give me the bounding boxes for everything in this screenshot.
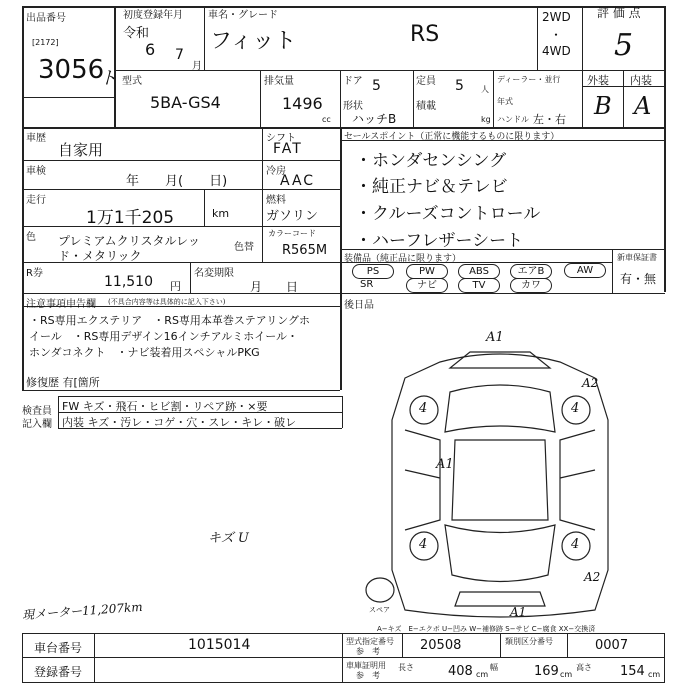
checker-row-1: FW キズ・飛石・ヒビ割・リペア跡・×要	[62, 400, 268, 413]
fuel-value: ガソリン	[266, 209, 319, 224]
wid-label: 幅	[490, 663, 498, 672]
bottom-top	[22, 633, 665, 634]
bottom-right	[664, 633, 665, 682]
score-int-label: 内装	[630, 74, 652, 87]
v-line-new	[612, 249, 613, 293]
handle-value: 左・右	[533, 113, 566, 126]
bottom-mid-left	[22, 657, 342, 658]
diagram-mark-wheel-rl: 4	[419, 537, 428, 552]
reg-number-label: 登録番号	[34, 665, 83, 679]
disp-label: 排気量	[264, 76, 294, 87]
model-value: 5BA-GS4	[150, 93, 221, 112]
car-grade: RS	[410, 22, 440, 47]
notes-title-small: (不具合内容等は具体的に記入下さい)	[108, 298, 226, 306]
car-name: フィット	[210, 29, 297, 54]
wid-unit: cm	[560, 670, 573, 679]
v-line-score2	[623, 70, 624, 128]
mileage-label: 走行	[26, 195, 46, 206]
mileage-unit: km	[212, 207, 230, 220]
reg-month: 7	[175, 47, 184, 63]
notes-title: 注意事項申告欄	[26, 299, 96, 310]
checker-label-2: 記入欄	[22, 419, 52, 430]
v-line-door	[340, 70, 341, 128]
dealer-label: ディーラー・並行	[497, 75, 561, 84]
class-value: 0007	[595, 638, 629, 653]
type-spec-value: 20508	[420, 638, 462, 653]
checker-box-left	[58, 396, 59, 428]
score-ext: B	[594, 92, 612, 120]
bottom-mid-right	[342, 657, 665, 658]
equip-navi: ナビ	[406, 278, 448, 293]
shape-label: 形状	[343, 101, 363, 112]
len-label: 長さ	[398, 663, 414, 672]
cert-label: 車庫証明用	[346, 661, 386, 670]
handle-label: ハンドル	[497, 115, 529, 124]
cert-ref: 参 考	[356, 671, 380, 680]
reg-era: 令和	[123, 26, 150, 41]
notes-line-2: イール ・RS専用デザイン16インチアルミホイール・	[29, 330, 298, 343]
reg-year: 6	[145, 40, 156, 59]
equip-aw: AW	[564, 263, 606, 278]
v-line-km	[204, 189, 205, 226]
inspect-label: 車検	[26, 166, 46, 177]
diagram-legend: A−キズ E−エクボ U−凹み W−補修跡 S−サビ C−腐食 XX−交換済	[377, 625, 596, 633]
shift-value: FAT	[273, 141, 303, 157]
sales-point-1: ・ホンダセンシング	[355, 151, 507, 171]
notes-repair: 修復歴 有[箇所	[26, 376, 100, 389]
notes-line-3: ホンダコネクト ・ナビ装着用スペシャルPKG	[29, 346, 260, 359]
lot-number: 3056	[38, 55, 105, 85]
diagram-mark-a2-rear: A2	[584, 570, 601, 584]
recycle-value: 11,510	[104, 274, 153, 290]
notes-line-1: ・RS専用エクステリア ・RS専用本革巻ステアリングホ	[29, 314, 311, 327]
wid-value: 169	[534, 664, 559, 679]
bottom-left	[22, 633, 23, 682]
cap-value: 5	[455, 78, 464, 94]
diagram-mark-a2-right: A2	[582, 376, 599, 390]
v-line-dealer	[493, 70, 494, 128]
door-value: 5	[372, 78, 381, 94]
hgt-label: 高さ	[576, 663, 592, 672]
score-label: 評 価 点	[597, 6, 641, 20]
hgt-unit: cm	[648, 670, 661, 679]
year-label: 年式	[497, 97, 513, 106]
chassis-value: 1015014	[188, 637, 251, 653]
diagram-mark-wheel-fr: 4	[571, 401, 580, 416]
deadline-label: 名変期限	[194, 268, 234, 279]
chassis-label: 車台番号	[34, 641, 83, 655]
spare-label: スペア	[369, 606, 390, 614]
bottom-v2	[342, 633, 343, 682]
equip-title: 装備品（純正品に限ります）	[344, 254, 462, 264]
reg-label: 初度登録年月	[123, 10, 183, 21]
bottom-v1	[94, 633, 95, 682]
checker-label-1: 検査員	[22, 406, 52, 417]
color-code: R565M	[282, 243, 328, 258]
diagram-mark-a1-top: A1	[486, 330, 504, 345]
equip-airbag: エアB	[510, 264, 552, 279]
car-type-value: 自家用	[58, 141, 104, 159]
v-line-shift	[262, 127, 263, 226]
cap-unit: 人	[481, 85, 489, 94]
drive-4wd: 4WD	[542, 44, 571, 58]
checker-box-top	[58, 396, 342, 397]
color-code-label: カラーコード	[268, 229, 316, 238]
bottom-v4	[500, 633, 501, 657]
deadline-text: 月 日	[250, 280, 299, 294]
sales-title: セールスポイント（正常に機能するものに限ります）	[344, 132, 560, 142]
inspect-text: 年 月( 日)	[126, 174, 228, 189]
equip-pw: PW	[406, 264, 448, 279]
sales-point-2: ・純正ナビ＆テレビ	[355, 177, 508, 197]
v-line-score	[582, 6, 583, 128]
equip-abs: ABS	[458, 264, 500, 279]
v-line-color	[262, 226, 263, 262]
load-label: 積載	[416, 101, 436, 112]
model-label: 型式	[122, 76, 142, 87]
car-type-label: 車歴	[26, 133, 46, 144]
color-value-2: ド・メタリック	[58, 249, 142, 263]
border-top	[22, 6, 665, 8]
cool-value: AAC	[280, 173, 316, 189]
recycle-label: R券	[26, 268, 43, 279]
bottom-v5	[567, 633, 568, 657]
bottom-v3	[402, 633, 403, 657]
lot-mark: ト	[99, 68, 117, 89]
fuel-label: 燃料	[266, 195, 286, 206]
diagram-mark-a1-bottom: A1	[510, 605, 527, 619]
lot-label: 出品番号	[26, 13, 66, 24]
load-unit: kg	[481, 115, 491, 124]
type-spec-label: 型式指定番号	[346, 637, 394, 646]
recycle-unit: 円	[170, 280, 181, 293]
v-line-drive	[537, 6, 538, 70]
equip-leather: カワ	[510, 278, 552, 293]
len-value: 408	[448, 664, 473, 679]
reg-month-unit: 月	[192, 61, 202, 72]
v-line-model	[260, 70, 261, 128]
cool-label: 冷房	[266, 166, 286, 177]
new-warranty-value: 有・無	[620, 272, 657, 286]
h-line-lot	[22, 97, 114, 98]
len-unit: cm	[476, 670, 489, 679]
checker-box-right	[342, 396, 343, 428]
sales-point-3: ・クルーズコントロール	[355, 204, 541, 224]
equip-tv: TV	[458, 278, 500, 293]
diagram-mark-wheel-fl: 4	[419, 401, 428, 416]
h-line-9	[22, 390, 340, 391]
handwritten-kizu: キズ U	[208, 531, 249, 546]
disp-unit: cc	[322, 115, 331, 124]
bottom-bot	[22, 682, 665, 683]
diagram-mark-a1-left: A1	[436, 457, 454, 472]
color-label: 色	[26, 232, 36, 243]
h-line-3	[22, 160, 340, 161]
score-value: 5	[614, 28, 634, 63]
new-warranty-label: 新車保証書	[617, 253, 657, 262]
h-line-7	[22, 293, 665, 294]
border-left	[22, 6, 24, 390]
shape-value: ハッチB	[352, 112, 397, 126]
score-int: A	[634, 92, 652, 120]
checker-row-2: 内装 キズ・汚レ・コゲ・穴・スレ・キレ・破レ	[62, 416, 297, 429]
name-label: 車名・グレード	[208, 10, 278, 21]
equip-ps: PS	[352, 264, 394, 279]
mileage-value: 1万1千205	[86, 208, 175, 228]
shift-label: シフト	[266, 133, 296, 144]
drive-2wd: 2WD	[542, 10, 571, 24]
color-change-label: 色替	[234, 242, 254, 253]
v-line-recycle	[190, 262, 191, 293]
handwritten-mileage: 現メーター11,207km	[21, 599, 144, 623]
drive-dot: ・	[550, 28, 563, 42]
h-line-4	[22, 189, 340, 190]
class-label: 類別区分番号	[505, 637, 553, 646]
disp-value: 1496	[282, 94, 323, 113]
color-value-1: プレミアムクリスタルレッ	[58, 234, 201, 248]
equip-sr: SR	[360, 279, 374, 290]
lot-small: [2172]	[32, 38, 59, 47]
cap-label: 定員	[416, 76, 436, 87]
diagram-mark-wheel-rr: 4	[571, 537, 580, 552]
sales-point-4: ・ハーフレザーシート	[355, 231, 524, 251]
score-ext-label: 外装	[587, 74, 609, 87]
type-spec-ref: 参 考	[356, 647, 380, 656]
v-line-mid	[340, 127, 342, 390]
rear-label: 後日品	[344, 300, 374, 311]
h-line-5	[22, 226, 340, 227]
door-label: ドア	[343, 76, 363, 87]
v-line-cap	[413, 70, 414, 128]
v-line-reg	[204, 6, 205, 70]
hgt-value: 154	[620, 664, 645, 679]
